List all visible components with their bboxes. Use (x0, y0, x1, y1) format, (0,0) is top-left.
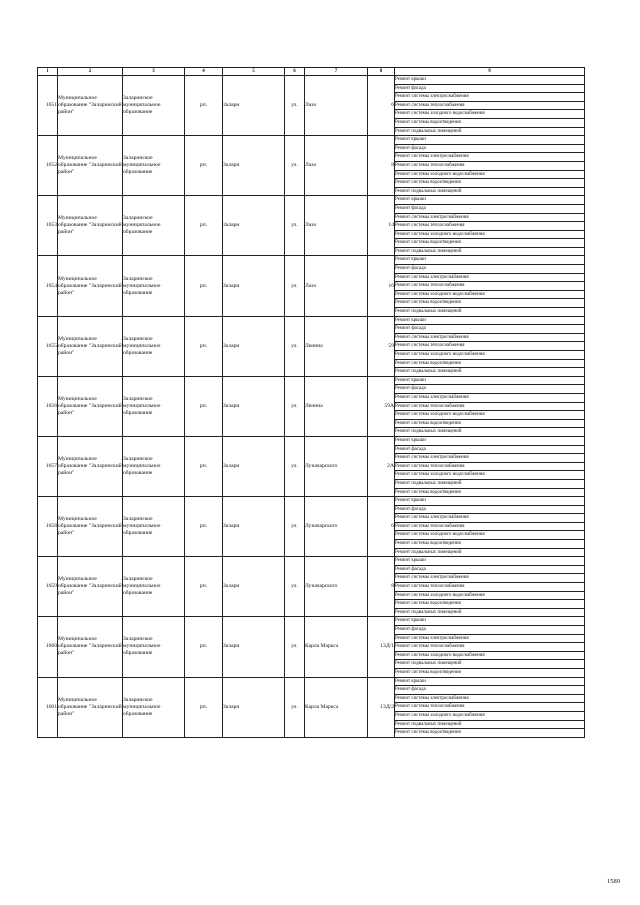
municipality-cell: Муниципальное образование "Заларинский район" (58, 617, 123, 677)
work-type-cell: Ремонт крыши (395, 557, 585, 566)
work-type-cell: Ремонт системы теплоснабжения (395, 402, 585, 411)
work-type-cell: Ремонт крыши (395, 76, 585, 85)
work-type-cell: Ремонт системы теплоснабжения (395, 462, 585, 471)
municipality-cell: Муниципальное образование "Заларинский район" (58, 376, 123, 436)
settlement-type-cell: рп. (185, 617, 223, 677)
work-type-cell: Ремонт фасада (395, 626, 585, 635)
work-type-cell: Ремонт системы холодного водоснабжения (395, 411, 585, 420)
work-type-cell: Ремонт системы теплоснабжения (395, 342, 585, 351)
table-row (38, 376, 585, 385)
work-type-cell: Ремонт системы теплоснабжения (395, 282, 585, 291)
work-type-cell: Ремонт системы водоотведения (395, 118, 585, 127)
work-type-cell: Ремонт системы электроснабжения (395, 153, 585, 162)
work-type-cell: Ремонт системы электроснабжения (395, 574, 585, 583)
repair-register-table (37, 67, 585, 738)
col-header: 2 (58, 68, 123, 76)
settlement-cell: Заларинское муниципальное образование (123, 617, 185, 677)
work-type-cell: Ремонт системы водоотведения (395, 359, 585, 368)
work-type-cell: Ремонт подвальных помещений (395, 187, 585, 196)
work-type-cell: Ремонт системы холодного водоснабжения (395, 711, 585, 720)
col-header: 4 (185, 68, 223, 76)
record-number: 1661 (38, 677, 58, 737)
record-number: 1652 (38, 136, 58, 196)
work-type-cell: Ремонт системы водоотведения (395, 729, 585, 738)
table-row (38, 76, 585, 85)
work-type-cell: Ремонт системы электроснабжения (395, 93, 585, 102)
table-row (38, 316, 585, 325)
work-type-cell: Ремонт системы теплоснабжения (395, 161, 585, 170)
work-type-cell: Ремонт системы холодного водоснабжения (395, 591, 585, 600)
work-type-cell: Ремонт крыши (395, 497, 585, 506)
street-type-cell: ул. (285, 136, 305, 196)
street-type-cell: ул. (285, 76, 305, 136)
street-name-cell: Луначарского (305, 497, 368, 557)
work-type-cell: Ремонт системы водоотведения (395, 239, 585, 248)
settlement-cell: Заларинское муниципальное образование (123, 256, 185, 316)
record-number: 1657 (38, 436, 58, 496)
work-type-cell: Ремонт фасада (395, 686, 585, 695)
locality-cell: Залари (223, 436, 285, 496)
locality-cell: Залари (223, 376, 285, 436)
work-type-cell: Ремонт системы теплоснабжения (395, 583, 585, 592)
record-number: 1655 (38, 316, 58, 376)
work-type-cell: Ремонт подвальных помещений (395, 720, 585, 729)
work-type-cell: Ремонт крыши (395, 256, 585, 265)
street-type-cell: ул. (285, 557, 305, 617)
work-type-cell: Ремонт фасада (395, 445, 585, 454)
locality-cell: Залари (223, 557, 285, 617)
work-type-cell: Ремонт системы холодного водоснабжения (395, 531, 585, 540)
street-type-cell: ул. (285, 256, 305, 316)
page-number: 1589 (607, 878, 620, 885)
table-row (38, 196, 585, 205)
street-type-cell: ул. (285, 376, 305, 436)
work-type-cell: Ремонт фасада (395, 385, 585, 394)
locality-cell: Залари (223, 76, 285, 136)
settlement-cell: Заларинское муниципальное образование (123, 557, 185, 617)
settlement-cell: Заларинское муниципальное образование (123, 136, 185, 196)
work-type-cell: Ремонт крыши (395, 316, 585, 325)
house-number-cell: 16 (368, 256, 395, 316)
work-type-cell: Ремонт крыши (395, 677, 585, 686)
work-type-cell: Ремонт системы электроснабжения (395, 514, 585, 523)
record-number: 1660 (38, 617, 58, 677)
locality-cell: Залари (223, 316, 285, 376)
table-row (38, 136, 585, 145)
locality-cell: Залари (223, 136, 285, 196)
work-type-cell: Ремонт системы холодного водоснабжения (395, 290, 585, 299)
street-name-cell: Лазо (305, 76, 368, 136)
col-header: 3 (123, 68, 185, 76)
table-row (38, 677, 585, 686)
work-type-cell: Ремонт системы теплоснабжения (395, 222, 585, 231)
work-type-cell: Ремонт подвальных помещений (395, 308, 585, 317)
settlement-type-cell: рп. (185, 677, 223, 737)
table-row (38, 256, 585, 265)
table-row (38, 497, 585, 506)
locality-cell: Залари (223, 196, 285, 256)
municipality-cell: Муниципальное образование "Заларинский район" (58, 256, 123, 316)
record-number: 1653 (38, 196, 58, 256)
header-row (38, 68, 585, 76)
house-number-cell: 8 (368, 136, 395, 196)
street-type-cell: ул. (285, 316, 305, 376)
work-type-cell: Ремонт фасада (395, 565, 585, 574)
work-type-cell: Ремонт системы водоотведения (395, 600, 585, 609)
work-type-cell: Ремонт крыши (395, 136, 585, 145)
municipality-cell: Муниципальное образование "Заларинский район" (58, 316, 123, 376)
municipality-cell: Муниципальное образование "Заларинский район" (58, 497, 123, 557)
street-name-cell: Лазо (305, 256, 368, 316)
municipality-cell: Муниципальное образование "Заларинский район" (58, 557, 123, 617)
work-type-cell: Ремонт подвальных помещений (395, 608, 585, 617)
work-type-cell: Ремонт системы холодного водоснабжения (395, 170, 585, 179)
work-type-cell: Ремонт системы холодного водоснабжения (395, 471, 585, 480)
work-type-cell: Ремонт крыши (395, 617, 585, 626)
municipality-cell: Муниципальное образование "Заларинский район" (58, 76, 123, 136)
work-type-cell: Ремонт системы теплоснабжения (395, 703, 585, 712)
work-type-cell: Ремонт системы водоотведения (395, 668, 585, 677)
work-type-cell: Ремонт крыши (395, 376, 585, 385)
settlement-type-cell: рп. (185, 376, 223, 436)
work-type-cell: Ремонт системы электроснабжения (395, 634, 585, 643)
street-name-cell: Лазо (305, 136, 368, 196)
municipality-cell: Муниципальное образование "Заларинский район" (58, 196, 123, 256)
house-number-cell: 8 (368, 557, 395, 617)
work-type-cell: Ремонт системы электроснабжения (395, 694, 585, 703)
locality-cell: Залари (223, 677, 285, 737)
street-type-cell: ул. (285, 196, 305, 256)
settlement-type-cell: рп. (185, 76, 223, 136)
house-number-cell: 13Д/2 (368, 677, 395, 737)
work-type-cell: Ремонт системы холодного водоснабжения (395, 230, 585, 239)
work-type-cell: Ремонт фасада (395, 265, 585, 274)
col-header: 1 (38, 68, 58, 76)
municipality-cell: Муниципальное образование "Заларинский район" (58, 436, 123, 496)
work-type-cell: Ремонт системы электроснабжения (395, 273, 585, 282)
street-type-cell: ул. (285, 436, 305, 496)
work-type-cell: Ремонт системы теплоснабжения (395, 522, 585, 531)
table-row (38, 617, 585, 626)
house-number-cell: 59А (368, 376, 395, 436)
work-type-cell: Ремонт подвальных помещений (395, 127, 585, 136)
table-row (38, 557, 585, 566)
work-type-cell: Ремонт фасада (395, 325, 585, 334)
work-type-cell: Ремонт системы водоотведения (395, 179, 585, 188)
work-type-cell: Ремонт подвальных помещений (395, 548, 585, 557)
settlement-type-cell: рп. (185, 316, 223, 376)
street-name-cell: Луначарского (305, 436, 368, 496)
col-header: 7 (305, 68, 368, 76)
work-type-cell: Ремонт подвальных помещений (395, 660, 585, 669)
house-number-cell: 6 (368, 76, 395, 136)
work-type-cell: Ремонт фасада (395, 144, 585, 153)
municipality-cell: Муниципальное образование "Заларинский район" (58, 677, 123, 737)
work-type-cell: Ремонт системы электроснабжения (395, 333, 585, 342)
record-number: 1651 (38, 76, 58, 136)
record-number: 1654 (38, 256, 58, 316)
work-type-cell: Ремонт системы электроснабжения (395, 393, 585, 402)
locality-cell: Залари (223, 256, 285, 316)
col-header: 6 (285, 68, 305, 76)
record-number: 1656 (38, 376, 58, 436)
street-type-cell: ул. (285, 677, 305, 737)
work-type-cell: Ремонт подвальных помещений (395, 479, 585, 488)
work-type-cell: Ремонт фасада (395, 84, 585, 93)
street-name-cell: Карла Маркса (305, 617, 368, 677)
settlement-cell: Заларинское муниципальное образование (123, 677, 185, 737)
municipality-cell: Муниципальное образование "Заларинский район" (58, 136, 123, 196)
locality-cell: Залари (223, 497, 285, 557)
work-type-cell: Ремонт системы холодного водоснабжения (395, 651, 585, 660)
street-type-cell: ул. (285, 617, 305, 677)
street-name-cell: Луначарского (305, 557, 368, 617)
settlement-type-cell: рп. (185, 196, 223, 256)
col-header: 5 (223, 68, 285, 76)
register-sheet (37, 67, 584, 738)
work-type-cell: Ремонт системы электроснабжения (395, 454, 585, 463)
house-number-cell: 6 (368, 497, 395, 557)
work-type-cell: Ремонт системы холодного водоснабжения (395, 351, 585, 360)
col-header: 8 (368, 68, 395, 76)
work-type-cell: Ремонт фасада (395, 505, 585, 514)
work-type-cell: Ремонт подвальных помещений (395, 247, 585, 256)
settlement-cell: Заларинское муниципальное образование (123, 497, 185, 557)
house-number-cell: 13Д/1 (368, 617, 395, 677)
work-type-cell: Ремонт подвальных помещений (395, 428, 585, 437)
work-type-cell: Ремонт системы теплоснабжения (395, 643, 585, 652)
register-body (38, 76, 585, 738)
record-number: 1659 (38, 557, 58, 617)
settlement-cell: Заларинское муниципальное образование (123, 376, 185, 436)
record-number: 1658 (38, 497, 58, 557)
house-number-cell: 14 (368, 196, 395, 256)
street-name-cell: Ленина (305, 316, 368, 376)
work-type-cell: Ремонт системы электроснабжения (395, 213, 585, 222)
street-type-cell: ул. (285, 497, 305, 557)
street-name-cell: Лазо (305, 196, 368, 256)
work-type-cell: Ремонт системы водоотведения (395, 419, 585, 428)
col-header: 9 (395, 68, 585, 76)
settlement-cell: Заларинское муниципальное образование (123, 316, 185, 376)
work-type-cell: Ремонт фасада (395, 204, 585, 213)
work-type-cell: Ремонт крыши (395, 196, 585, 205)
table-row (38, 436, 585, 445)
settlement-cell: Заларинское муниципальное образование (123, 436, 185, 496)
work-type-cell: Ремонт крыши (395, 436, 585, 445)
work-type-cell: Ремонт системы водоотведения (395, 540, 585, 549)
work-type-cell: Ремонт системы водоотведения (395, 299, 585, 308)
work-type-cell: Ремонт системы теплоснабжения (395, 101, 585, 110)
work-type-cell: Ремонт подвальных помещений (395, 368, 585, 377)
settlement-cell: Заларинское муниципальное образование (123, 196, 185, 256)
street-name-cell: Ленина (305, 376, 368, 436)
settlement-type-cell: рп. (185, 557, 223, 617)
work-type-cell: Ремонт системы холодного водоснабжения (395, 110, 585, 119)
work-type-cell: Ремонт системы водоотведения (395, 488, 585, 497)
settlement-cell: Заларинское муниципальное образование (123, 76, 185, 136)
settlement-type-cell: рп. (185, 497, 223, 557)
settlement-type-cell: рп. (185, 256, 223, 316)
street-name-cell: Карла Маркса (305, 677, 368, 737)
house-number-cell: 2А (368, 436, 395, 496)
settlement-type-cell: рп. (185, 436, 223, 496)
settlement-type-cell: рп. (185, 136, 223, 196)
house-number-cell: 59 (368, 316, 395, 376)
locality-cell: Залари (223, 617, 285, 677)
